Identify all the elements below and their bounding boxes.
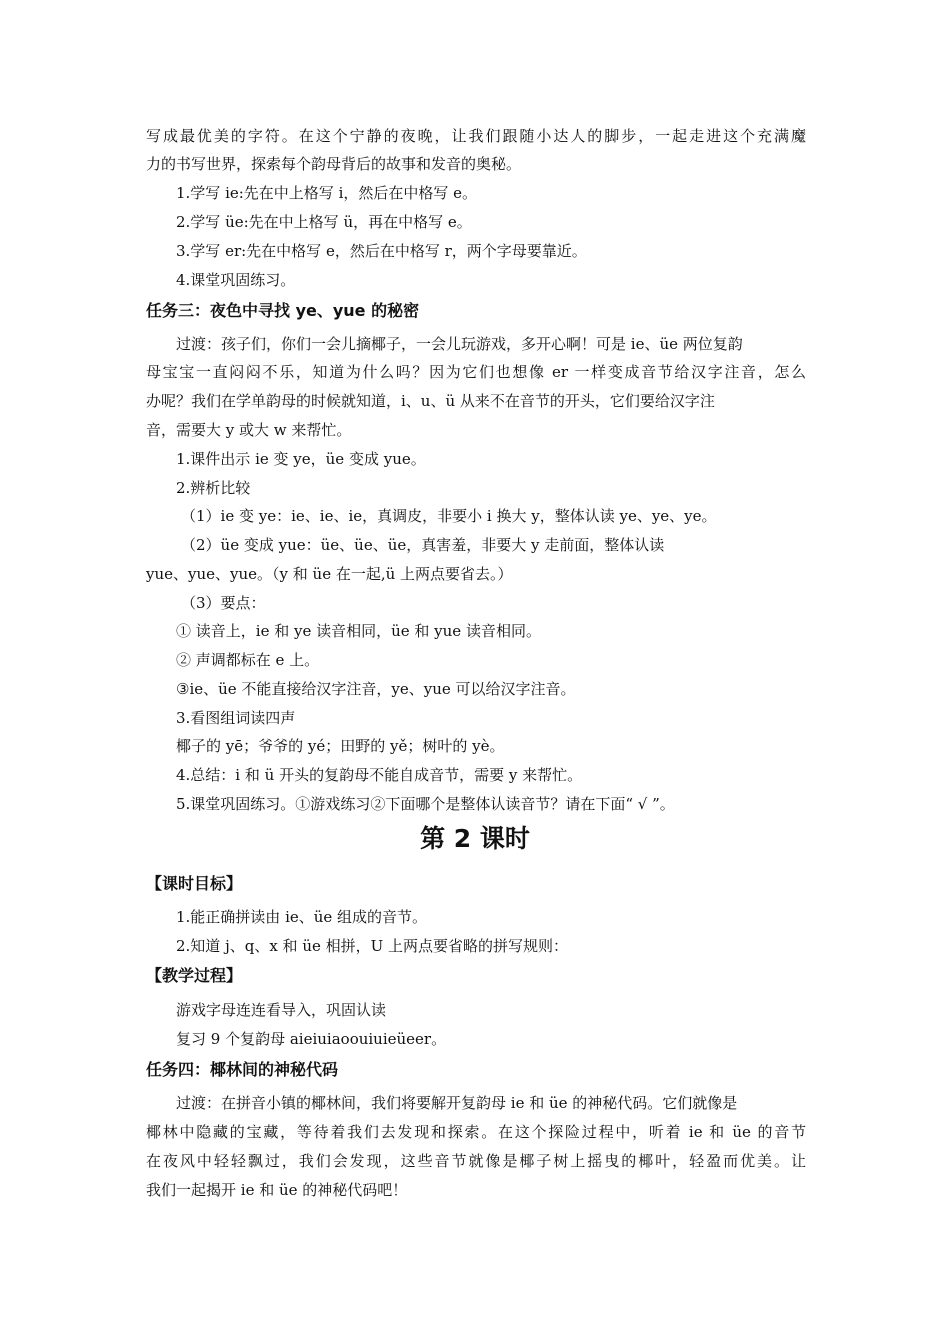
- intro-line-1: 写成最优美的字符。在这个宁静的夜晚，让我们跟随小达人的脚步，一起走进这个充满魔: [146, 127, 806, 145]
- step-4: 4.课堂巩固练习。: [176, 271, 296, 289]
- task3-item-4: 4.总结：i 和 ü 开头的复韵母不能自成音节，需要 y 来帮忙。: [176, 766, 583, 784]
- task3-item-3: 3.看图组词读四声: [176, 709, 296, 727]
- task4-transition-2: 椰林中隐藏的宝藏，等待着我们去发现和探索。在这个探险过程中，听着 ie 和 üe 的音节: [146, 1123, 806, 1141]
- process-2: 复习 9 个复韵母 aieiuiaoouiuieüeer。: [176, 1030, 447, 1048]
- task3-sub-3: （3）要点：: [181, 594, 266, 612]
- task4-transition-3: 在夜风中轻轻飘过，我们会发现，这些音节就像是椰子树上摇曳的椰叶，轻盈而优美。让: [146, 1152, 806, 1170]
- task4-heading: 任务四：椰林间的神秘代码: [146, 1060, 339, 1079]
- task3-transition-4: 音，需要大 y 或大 w 来帮忙。: [146, 421, 352, 439]
- task3-words: 椰子的 yē；爷爷的 yé；田野的 yě；树叶的 yè。: [176, 737, 505, 755]
- step-3: 3.学写 er:先在中格写 e，然后在中格写 r，两个字母要靠近。: [176, 242, 587, 260]
- lesson2-title: 第 2 课时: [420, 824, 530, 853]
- task3-heading: 任务三：夜色中寻找 ye、yue 的秘密: [146, 301, 420, 320]
- task3-point-1: ① 读音上，ie 和 ye 读音相同，üe 和 yue 读音相同。: [176, 622, 541, 640]
- step-1: 1.学写 ie:先在中上格写 i，然后在中格写 e。: [176, 184, 478, 202]
- goals-heading: 【课时目标】: [146, 874, 243, 893]
- task3-transition-3: 办呢？我们在学单韵母的时候就知道，i、u、ü 从来不在音节的开头，它们要给汉字注: [146, 392, 715, 410]
- task4-transition-1: 过渡：在拼音小镇的椰林间，我们将要解开复韵母 ie 和 üe 的神秘代码。它们就像是: [176, 1094, 738, 1112]
- task3-item-1: 1.课件出示 ie 变 ye，üe 变成 yue。: [176, 450, 426, 468]
- task3-sub-2a: （2）üe 变成 yue：üe、üe、üe，真害羞，非要大 y 走前面，整体认读: [181, 536, 665, 554]
- task3-item-5: 5.课堂巩固练习。①游戏练习②下面哪个是整体认读音节？请在下面“ √ ”。: [176, 795, 675, 813]
- goal-1: 1.能正确拼读由 ie、üe 组成的音节。: [176, 908, 428, 926]
- process-1: 游戏字母连连看导入，巩固认读: [176, 1001, 387, 1019]
- task3-point-3: ③ie、üe 不能直接给汉字注音，ye、yue 可以给汉字注音。: [176, 680, 576, 698]
- intro-line-2: 力的书写世界，探索每个韵母背后的故事和发音的奥秘。: [146, 155, 522, 173]
- task3-sub-2b: yue、yue、yue。（y 和 üe 在一起,ü 上两点要省去。）: [146, 565, 513, 583]
- goal-2: 2.知道 j、q、x 和 üe 相拼，U 上两点要省略的拼写规则：: [176, 937, 569, 955]
- task3-point-2: ② 声调都标在 e 上。: [176, 651, 320, 669]
- task3-item-2: 2.辨析比较: [176, 479, 251, 497]
- step-2: 2.学写 üe:先在中上格写 ü，再在中格写 e。: [176, 213, 472, 231]
- task3-transition-1: 过渡：孩子们，你们一会儿摘椰子，一会儿玩游戏，多开心啊！可是 ie、üe 两位复韵: [176, 335, 743, 353]
- task4-transition-4: 我们一起揭开 ie 和 üe 的神秘代码吧！: [146, 1181, 408, 1199]
- task3-sub-1: （1）ie 变 ye：ie、ie、ie，真调皮，非要小 i 换大 y，整体认读 ye、ye、ye。: [181, 507, 717, 525]
- task3-transition-2: 母宝宝一直闷闷不乐，知道为什么吗？因为它们也想像 er 一样变成音节给汉字注音，怎么: [146, 363, 806, 381]
- process-heading: 【教学过程】: [146, 966, 243, 985]
